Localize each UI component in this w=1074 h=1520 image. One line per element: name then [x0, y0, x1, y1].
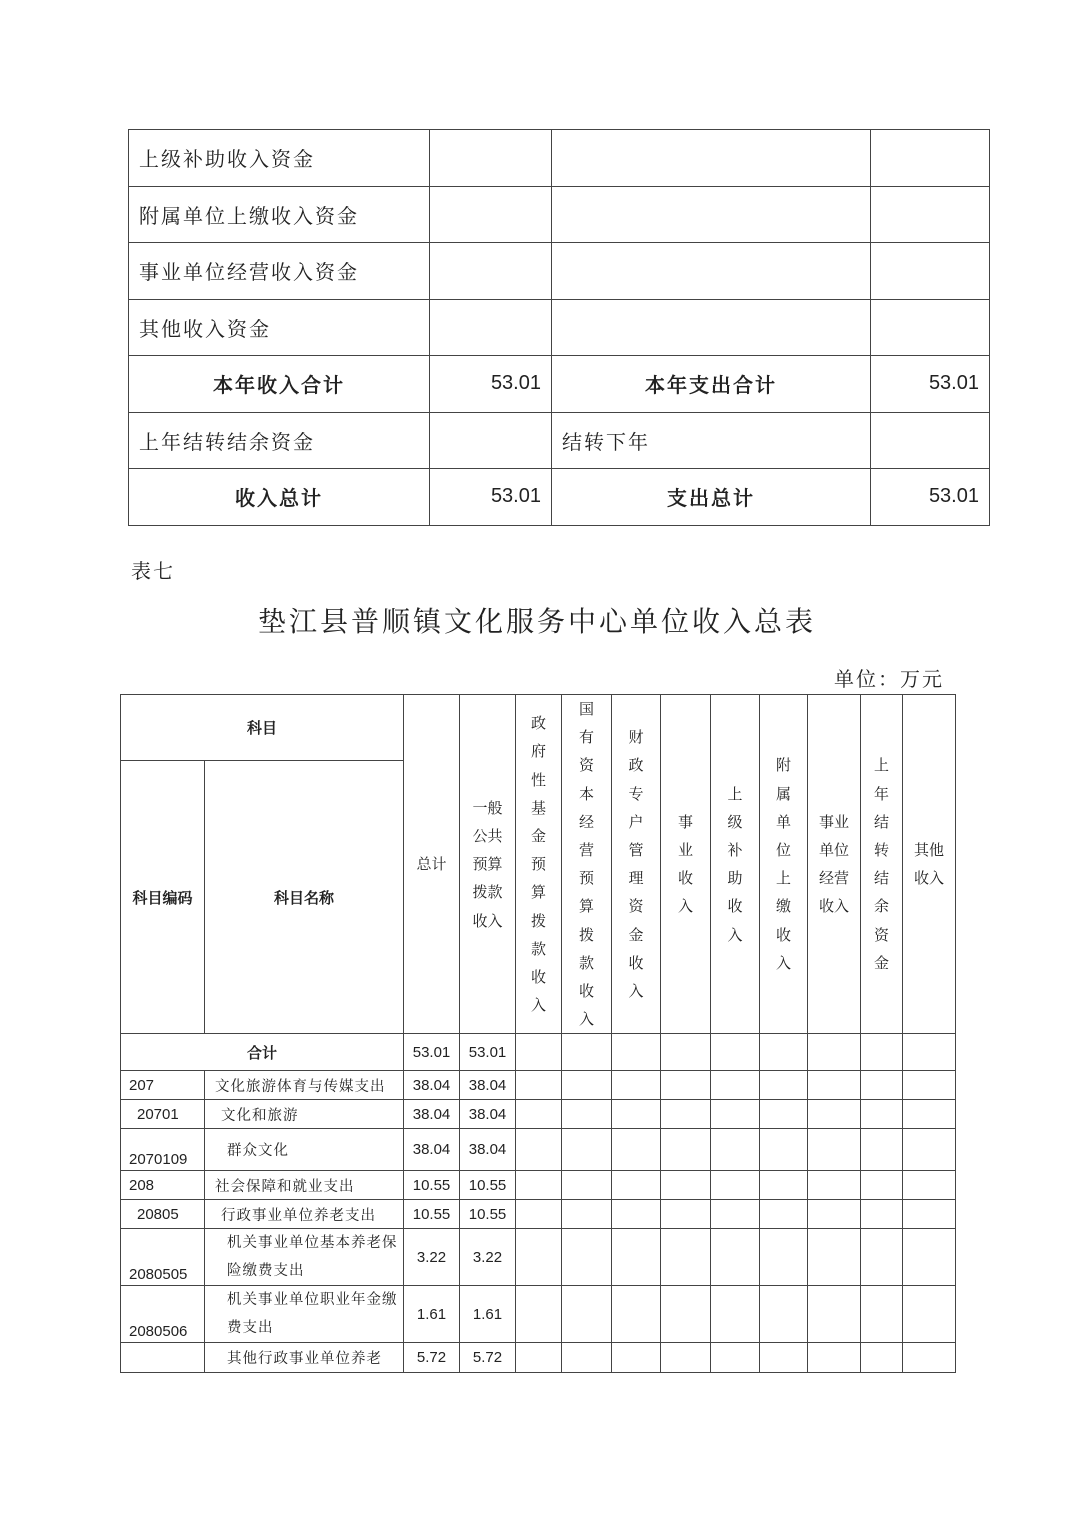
subject-name: 文化和旅游 — [205, 1100, 404, 1129]
empty-cell — [612, 1071, 661, 1100]
empty-cell — [903, 1171, 956, 1200]
col-header — [903, 695, 956, 1034]
empty-cell — [808, 1100, 861, 1129]
income-item-value: 53.01 — [430, 469, 552, 526]
empty-cell — [562, 1343, 612, 1373]
income-table — [120, 694, 956, 1373]
subject-name: 机关事业单位基本养老保险缴费支出 — [205, 1229, 404, 1286]
empty-cell — [661, 1171, 711, 1200]
subject-name: 行政事业单位养老支出 — [205, 1200, 404, 1229]
empty-cell — [808, 1171, 861, 1200]
empty-cell — [861, 1171, 903, 1200]
total-value: 53.01 — [404, 1034, 460, 1071]
expense-item-value — [871, 299, 990, 356]
empty-cell — [808, 1071, 861, 1100]
subject-name: 机关事业单位职业年金缴费支出 — [205, 1286, 404, 1343]
col-header-text: 国有资本经营预算拨款收入 — [579, 700, 595, 1029]
col-header-text: 政府性基金预算拨款收入 — [531, 714, 547, 1015]
empty-cell — [861, 1100, 903, 1129]
empty-cell — [808, 1343, 861, 1373]
expense-item-label: 本年支出合计 — [552, 356, 871, 413]
subject-code: 2070109 — [121, 1129, 205, 1171]
subject-name: 其他行政事业单位养老 — [205, 1343, 404, 1373]
subject-code: 20805 — [121, 1200, 205, 1229]
empty-cell — [861, 1286, 903, 1343]
general-budget-value: 38.04 — [460, 1100, 516, 1129]
empty-cell — [760, 1343, 808, 1373]
general-budget-value: 38.04 — [460, 1129, 516, 1171]
general-budget-value: 10.55 — [460, 1171, 516, 1200]
col-header-text: 财政专户管理资金收入 — [628, 728, 644, 1001]
empty-cell — [562, 1100, 612, 1129]
income-item-label: 其他收入资金 — [129, 299, 430, 356]
empty-cell — [861, 1071, 903, 1100]
empty-cell — [711, 1100, 760, 1129]
subject-code: 20701 — [121, 1100, 205, 1129]
general-budget-value: 3.22 — [460, 1229, 516, 1286]
expense-item-value — [871, 186, 990, 243]
subject-code: 208 — [121, 1171, 205, 1200]
empty-cell — [661, 1229, 711, 1286]
expense-item-label: 支出总计 — [552, 469, 871, 526]
empty-cell — [760, 1171, 808, 1200]
empty-cell — [562, 1229, 612, 1286]
total-value: 3.22 — [404, 1229, 460, 1286]
table-row — [121, 1129, 956, 1171]
table-row — [121, 1229, 956, 1286]
empty-cell — [760, 1100, 808, 1129]
empty-cell — [903, 1100, 956, 1129]
col-header — [516, 695, 562, 1034]
income-item-value: 53.01 — [430, 356, 552, 413]
expense-item-label — [552, 243, 871, 300]
empty-cell — [760, 1229, 808, 1286]
empty-cell — [516, 1200, 562, 1229]
empty-cell — [661, 1071, 711, 1100]
subject-name: 文化旅游体育与传媒支出 — [205, 1071, 404, 1100]
subject-code: 2080506 — [121, 1286, 205, 1343]
expense-item-label — [552, 186, 871, 243]
summary-row — [129, 299, 990, 356]
empty-cell — [516, 1286, 562, 1343]
total-value: 10.55 — [404, 1171, 460, 1200]
col-header — [808, 695, 861, 1034]
empty-cell — [861, 1200, 903, 1229]
empty-cell — [711, 1343, 760, 1373]
page-title: 垫江县普顺镇文化服务中心单位收入总表 — [257, 605, 816, 638]
header-name: 科目名称 — [205, 761, 404, 1034]
empty-cell — [861, 1229, 903, 1286]
empty-cell — [711, 1129, 760, 1171]
col-header-text: 上级补助收入 — [727, 784, 743, 944]
total-label: 合计 — [121, 1034, 404, 1071]
general-budget-value: 5.72 — [460, 1343, 516, 1373]
empty-cell — [861, 1129, 903, 1171]
empty-cell — [903, 1286, 956, 1343]
empty-cell — [903, 1200, 956, 1229]
summary-row — [129, 412, 990, 469]
total-row — [121, 1034, 956, 1071]
total-value: 1.61 — [404, 1286, 460, 1343]
empty-cell — [760, 1286, 808, 1343]
income-item-value — [430, 412, 552, 469]
expense-item-label: 结转下年 — [552, 412, 871, 469]
table-caption: 表七 — [131, 559, 175, 583]
income-item-value — [430, 299, 552, 356]
empty-cell — [808, 1200, 861, 1229]
empty-cell — [661, 1100, 711, 1129]
col-header — [612, 695, 661, 1034]
empty-cell — [612, 1286, 661, 1343]
empty-cell — [562, 1129, 612, 1171]
income-item-label: 收入总计 — [129, 469, 430, 526]
total-value: 38.04 — [404, 1129, 460, 1171]
empty-cell — [562, 1171, 612, 1200]
empty-cell — [711, 1071, 760, 1100]
income-item-value — [430, 130, 552, 187]
summary-row — [129, 469, 990, 526]
total-value: 10.55 — [404, 1200, 460, 1229]
empty-cell — [760, 1071, 808, 1100]
header-code: 科目编码 — [121, 761, 205, 1034]
empty-cell — [861, 1343, 903, 1373]
empty-cell — [903, 1343, 956, 1373]
expense-item-value — [871, 412, 990, 469]
empty-cell — [612, 1129, 661, 1171]
income-item-label: 本年收入合计 — [129, 356, 430, 413]
income-item-label: 上年结转结余资金 — [129, 412, 430, 469]
empty-cell — [612, 1343, 661, 1373]
empty-cell — [903, 1129, 956, 1171]
table-row — [121, 1071, 956, 1100]
summary-row — [129, 130, 990, 187]
income-item-label: 附属单位上缴收入资金 — [129, 186, 430, 243]
total-value: 38.04 — [404, 1100, 460, 1129]
col-header — [562, 695, 612, 1034]
total-value: 5.72 — [404, 1343, 460, 1373]
summary-table — [128, 129, 990, 526]
table-row — [121, 1171, 956, 1200]
col-header-text: 其他收入 — [914, 841, 945, 888]
empty-cell — [903, 1229, 956, 1286]
col-header-text: 事业单位经营收入 — [819, 812, 850, 916]
empty-cell — [612, 1229, 661, 1286]
empty-cell — [562, 1071, 612, 1100]
empty-cell — [516, 1129, 562, 1171]
empty-cell — [760, 1129, 808, 1171]
table-row — [121, 1200, 956, 1229]
empty-cell — [711, 1286, 760, 1343]
summary-row — [129, 356, 990, 413]
summary-row — [129, 186, 990, 243]
col-header — [711, 695, 760, 1034]
table-row — [121, 1100, 956, 1129]
expense-item-label — [552, 130, 871, 187]
total-general-value: 53.01 — [460, 1034, 516, 1071]
empty-cell — [711, 1171, 760, 1200]
expense-item-value — [871, 243, 990, 300]
empty-cell — [612, 1100, 661, 1129]
general-budget-value: 38.04 — [460, 1071, 516, 1100]
subject-code: 2080505 — [121, 1229, 205, 1286]
empty-cell — [661, 1343, 711, 1373]
income-item-label: 事业单位经营收入资金 — [129, 243, 430, 300]
general-budget-value: 1.61 — [460, 1286, 516, 1343]
empty-cell — [808, 1229, 861, 1286]
subject-code — [121, 1343, 205, 1373]
col-header — [460, 695, 516, 1034]
col-header-text: 附属单位上缴收入 — [776, 756, 792, 972]
empty-cell — [612, 1200, 661, 1229]
table-row — [121, 1286, 956, 1343]
empty-cell — [516, 1171, 562, 1200]
col-header — [661, 695, 711, 1034]
col-header — [861, 695, 903, 1034]
subject-code: 207 — [121, 1071, 205, 1100]
expense-item-value — [871, 130, 990, 187]
empty-cell — [903, 1071, 956, 1100]
empty-cell — [562, 1200, 612, 1229]
empty-cell — [516, 1229, 562, 1286]
empty-cell — [711, 1229, 760, 1286]
subject-name: 社会保障和就业支出 — [205, 1171, 404, 1200]
expense-item-label — [552, 299, 871, 356]
empty-cell — [661, 1129, 711, 1171]
empty-cell — [808, 1286, 861, 1343]
summary-row — [129, 243, 990, 300]
expense-item-value: 53.01 — [871, 469, 990, 526]
empty-cell — [516, 1343, 562, 1373]
unit-label: 单位：万元 — [834, 667, 944, 691]
col-header-text: 事业收入 — [678, 812, 694, 916]
empty-cell — [808, 1129, 861, 1171]
header-subject: 科目 — [121, 695, 404, 761]
income-item-value — [430, 243, 552, 300]
expense-item-value: 53.01 — [871, 356, 990, 413]
empty-cell — [661, 1286, 711, 1343]
empty-cell — [516, 1100, 562, 1129]
empty-cell — [760, 1200, 808, 1229]
empty-cell — [612, 1171, 661, 1200]
empty-cell — [562, 1286, 612, 1343]
col-header-text: 上年结转结余资金 — [874, 756, 890, 972]
table-row — [121, 1343, 956, 1373]
col-header: 总计 — [404, 695, 460, 1034]
col-header-text: 一般公共预算拨款收入 — [472, 798, 503, 930]
income-item-value — [430, 186, 552, 243]
subject-name: 群众文化 — [205, 1129, 404, 1171]
col-header — [760, 695, 808, 1034]
empty-cell — [711, 1200, 760, 1229]
income-item-label: 上级补助收入资金 — [129, 130, 430, 187]
total-value: 38.04 — [404, 1071, 460, 1100]
empty-cell — [661, 1200, 711, 1229]
empty-cell — [516, 1071, 562, 1100]
general-budget-value: 10.55 — [460, 1200, 516, 1229]
